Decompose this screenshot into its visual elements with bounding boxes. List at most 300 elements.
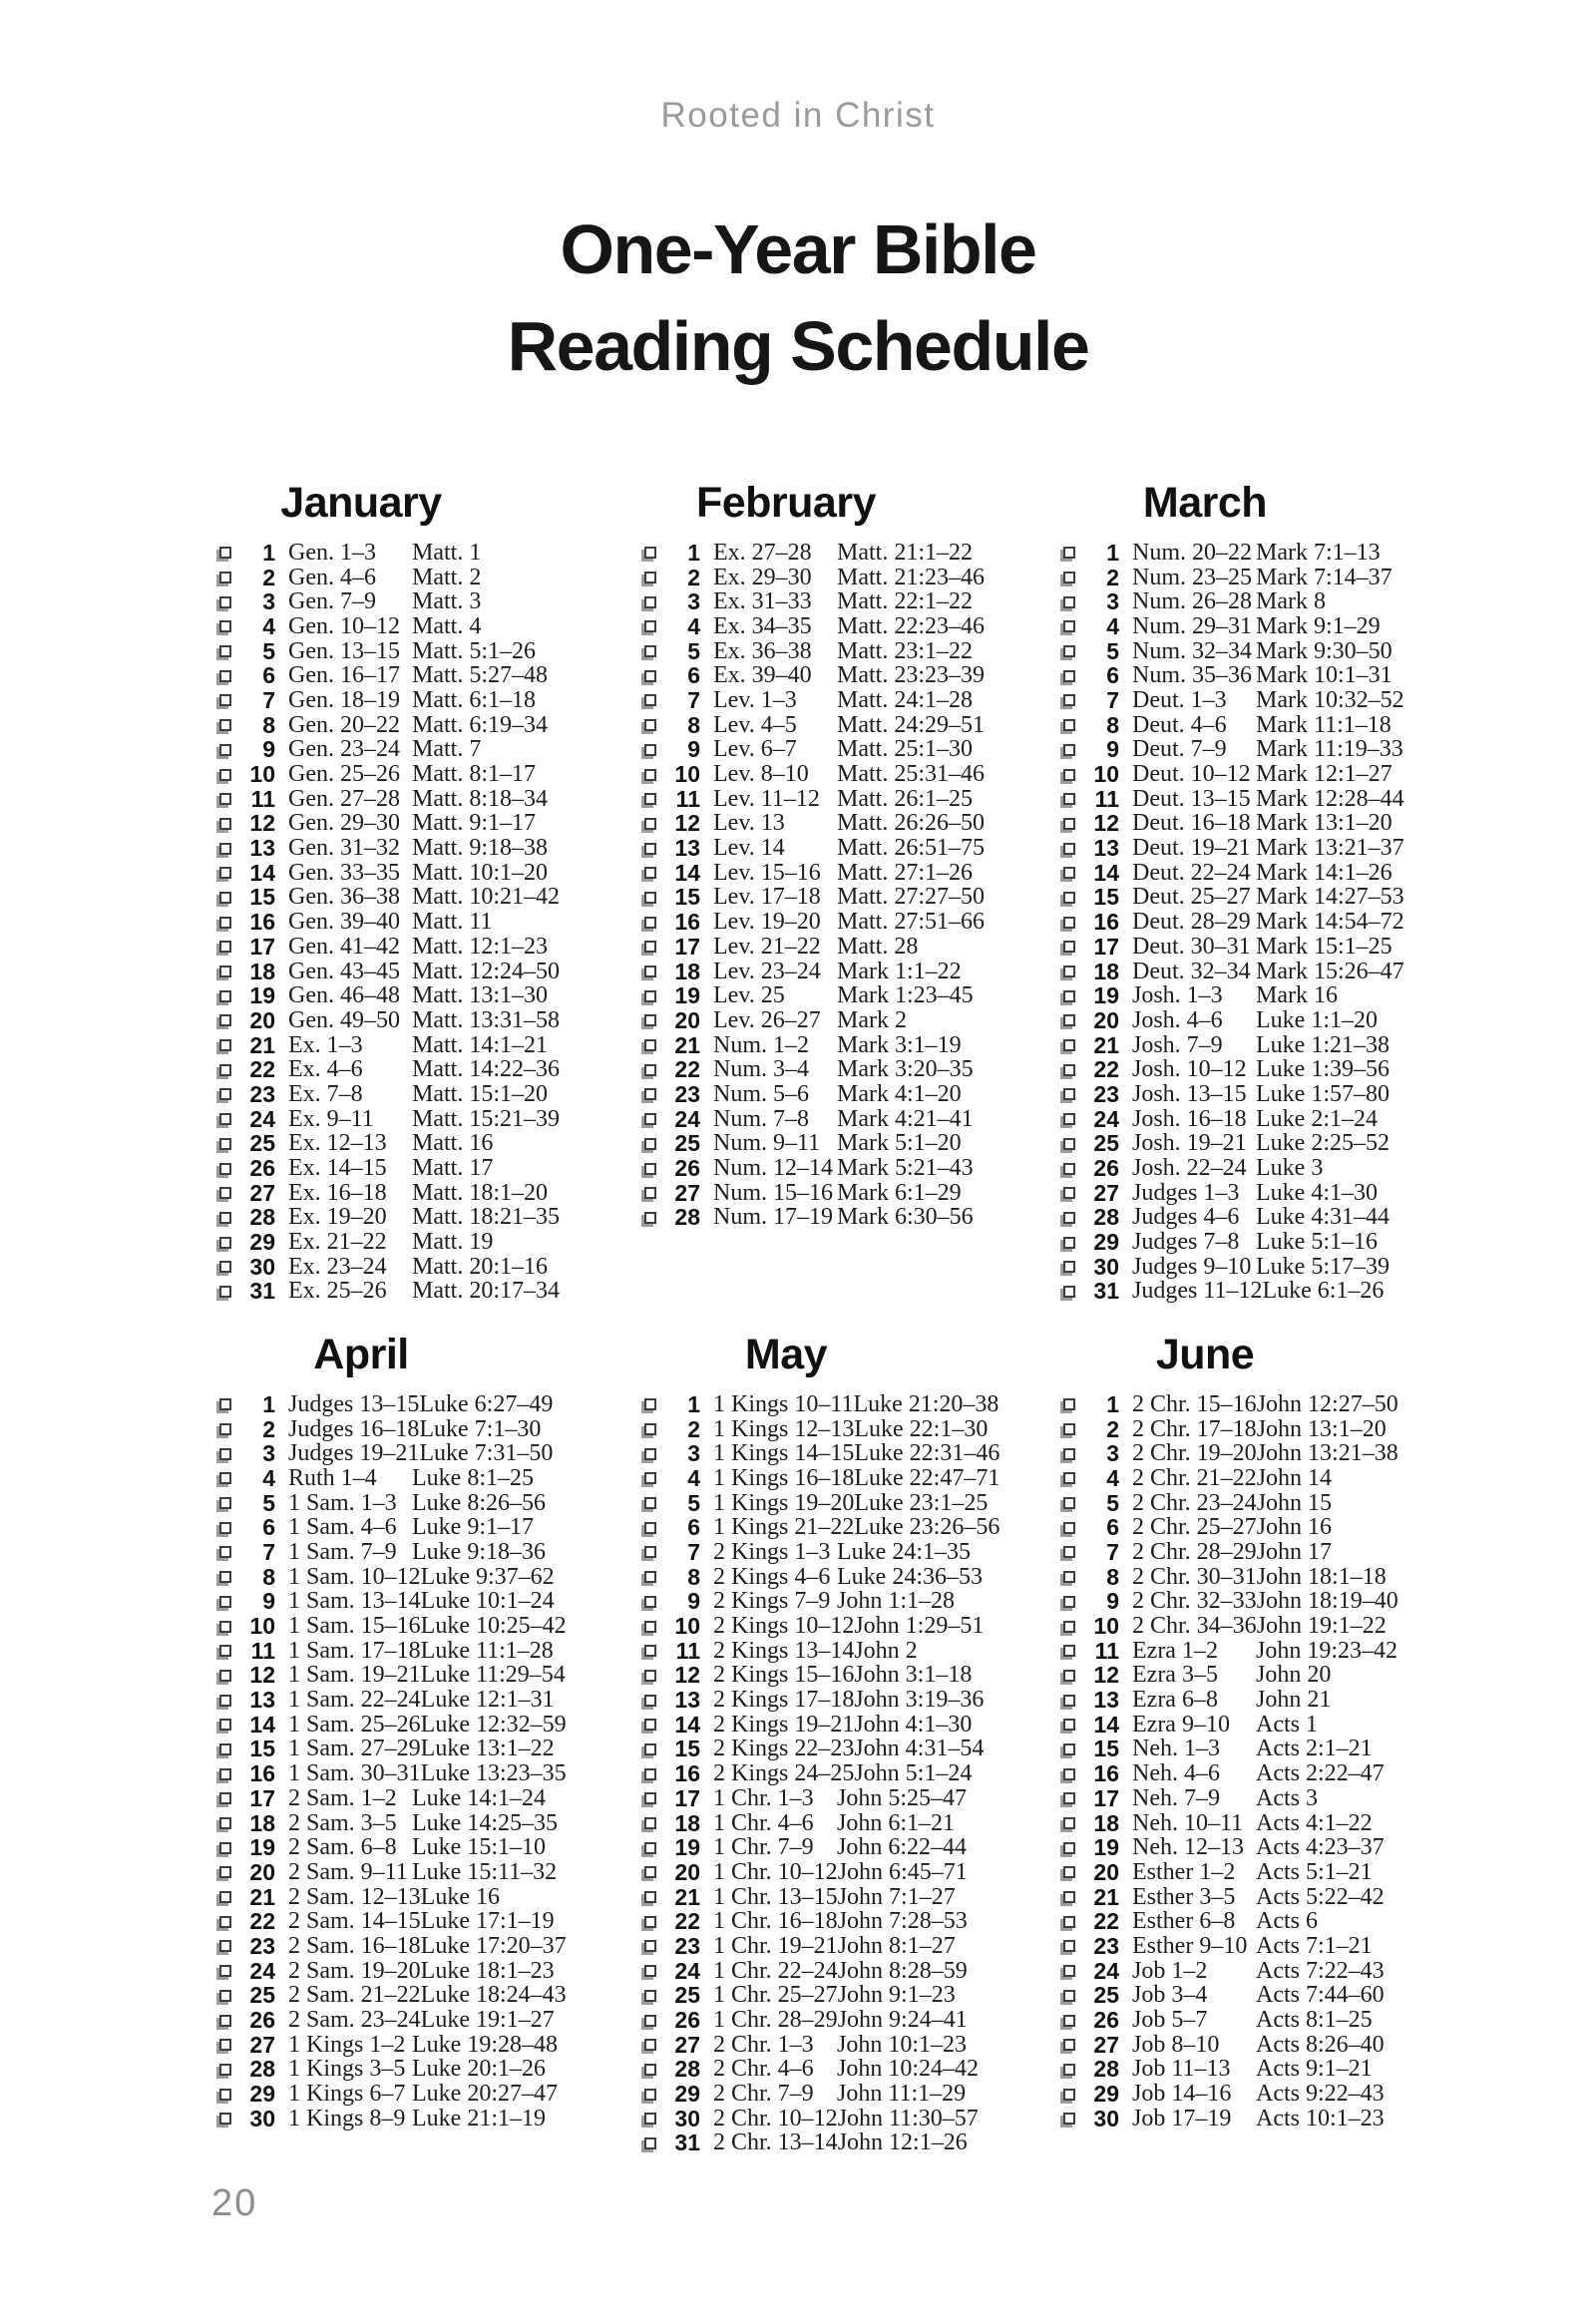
reading-ot: 1 Chr. 28–29 xyxy=(713,2007,838,2034)
reading-ot: Num. 23–25 xyxy=(1132,564,1252,590)
checkbox-icon xyxy=(219,1670,231,1682)
day-number: 19 xyxy=(1093,982,1119,1009)
checkbox-icon xyxy=(644,596,656,608)
reading-ot: Gen. 7–9 xyxy=(288,588,376,615)
checkbox-icon xyxy=(644,547,656,559)
reading-nt: Mark 12:28–44 xyxy=(1256,785,1404,812)
day-number: 28 xyxy=(674,2056,700,2083)
reading-nt: Luke 20:27–47 xyxy=(412,2081,558,2108)
reading-ot: Judges 11–12 xyxy=(1132,1278,1263,1305)
reading-ot: 1 Kings 8–9 xyxy=(288,2105,406,2131)
reading-nt: Mark 14:1–26 xyxy=(1256,859,1393,886)
checkbox-icon xyxy=(1063,670,1075,682)
day-row xyxy=(1015,736,1403,763)
day-number: 27 xyxy=(1093,1179,1119,1206)
reading-nt: Luke 24:1–35 xyxy=(837,1538,971,1565)
day-row xyxy=(597,1464,1000,1491)
day-row xyxy=(597,711,985,738)
checkbox-icon xyxy=(219,1472,231,1484)
day-row xyxy=(172,1982,567,2009)
day-number: 3 xyxy=(687,1440,700,1467)
day-number: 29 xyxy=(674,2081,700,2108)
day-number: 21 xyxy=(674,1883,700,1910)
checkbox-icon xyxy=(219,645,231,657)
reading-ot: Gen. 13–15 xyxy=(288,637,400,664)
day-number: 2 xyxy=(1106,564,1119,590)
checkbox-icon xyxy=(1063,1891,1075,1903)
day-row xyxy=(597,639,976,664)
reading-nt: John 14 xyxy=(1256,1464,1333,1491)
reading-ot: Gen. 36–38 xyxy=(288,884,400,911)
reading-ot: Num. 9–11 xyxy=(713,1130,821,1157)
day-row xyxy=(597,1181,976,1206)
checkbox-icon xyxy=(1063,1237,1075,1249)
reading-ot: Ex. 14–15 xyxy=(288,1155,387,1182)
reading-nt: Matt. 20:1–16 xyxy=(412,1253,548,1280)
reading-ot: 2 Sam. 1–2 xyxy=(288,1784,397,1811)
reading-nt: Matt. 23:23–39 xyxy=(837,662,985,689)
checkbox-icon xyxy=(219,990,231,1002)
day-row xyxy=(597,589,976,614)
day-row xyxy=(1015,812,1395,837)
day-row xyxy=(172,1540,551,1565)
reading-nt: Luke 9:1–17 xyxy=(412,1514,534,1541)
day-number: 10 xyxy=(249,1613,275,1640)
day-number: 30 xyxy=(1093,1253,1119,1280)
day-row xyxy=(172,861,551,886)
reading-ot: 2 Chr. 13–14 xyxy=(713,2129,838,2156)
checkbox-icon xyxy=(219,694,231,706)
checkbox-icon xyxy=(1063,843,1075,855)
day-number: 24 xyxy=(249,1957,275,1984)
checkbox-icon xyxy=(644,1670,656,1682)
reading-nt: Acts 7:44–60 xyxy=(1256,1982,1385,2009)
day-row xyxy=(172,1711,567,1738)
reading-ot: Ezra 9–10 xyxy=(1132,1711,1230,1738)
day-row xyxy=(597,1786,976,1811)
day-number: 8 xyxy=(262,711,275,738)
day-row xyxy=(172,836,551,861)
day-row xyxy=(1015,1688,1395,1713)
day-number: 15 xyxy=(249,1736,275,1762)
reading-ot: Josh. 19–21 xyxy=(1132,1130,1247,1157)
reading-nt: Luke 10:1–24 xyxy=(420,1588,555,1615)
day-number: 26 xyxy=(249,2007,275,2034)
reading-ot: Lev. 14 xyxy=(713,835,785,862)
reading-ot: 1 Kings 1–2 xyxy=(288,2031,406,2058)
reading-ot: Ruth 1–4 xyxy=(288,1464,377,1491)
day-row xyxy=(1015,1761,1395,1786)
checkbox-icon xyxy=(644,1423,656,1435)
reading-nt: Matt. 25:1–30 xyxy=(837,736,973,763)
day-row xyxy=(172,1563,555,1590)
day-row xyxy=(172,1786,551,1811)
day-number: 29 xyxy=(249,1229,275,1256)
reading-nt: Acts 7:22–43 xyxy=(1256,1957,1385,1984)
checkbox-icon xyxy=(644,1163,656,1175)
checkbox-icon xyxy=(1063,1621,1075,1633)
day-number: 13 xyxy=(249,1687,275,1714)
checkbox-icon xyxy=(219,941,231,953)
reading-ot: Deut. 19–21 xyxy=(1132,835,1251,862)
month-title-february: February xyxy=(695,479,876,527)
reading-ot: Josh. 10–12 xyxy=(1132,1056,1247,1083)
reading-ot: Lev. 6–7 xyxy=(713,736,797,763)
reading-nt: Luke 21:20–38 xyxy=(853,1390,999,1417)
checkbox-icon xyxy=(1063,1940,1075,1952)
day-row xyxy=(597,1514,1000,1541)
day-number: 30 xyxy=(249,1253,275,1280)
day-row xyxy=(597,1033,976,1058)
reading-ot: Esther 3–5 xyxy=(1132,1883,1236,1910)
checkbox-icon xyxy=(644,1497,656,1509)
day-row xyxy=(597,2008,976,2033)
reading-nt: Luke 15:11–32 xyxy=(412,1858,558,1885)
reading-nt: Matt. 8:1–17 xyxy=(412,761,536,788)
day-row xyxy=(1015,1156,1395,1181)
day-number: 28 xyxy=(249,2056,275,2083)
day-number: 5 xyxy=(687,1489,700,1516)
checkbox-icon xyxy=(1063,1423,1075,1435)
day-number: 23 xyxy=(674,1080,700,1107)
day-number: 25 xyxy=(249,1130,275,1157)
reading-ot: 2 Kings 24–25 xyxy=(713,1760,855,1787)
reading-ot: 2 Sam. 6–8 xyxy=(288,1834,397,1861)
day-row xyxy=(597,761,985,788)
reading-ot: Gen. 49–50 xyxy=(288,1006,400,1033)
reading-ot: Num. 7–8 xyxy=(713,1105,809,1132)
month-title-march: March xyxy=(1142,479,1268,527)
checkbox-icon xyxy=(1063,892,1075,904)
day-row xyxy=(597,1959,976,1984)
reading-nt: Matt. 6:1–18 xyxy=(412,686,536,713)
reading-ot: Ex. 1–3 xyxy=(288,1031,363,1058)
reading-nt: Matt. 21:23–46 xyxy=(837,564,985,590)
day-row xyxy=(597,1909,976,1934)
reading-ot: 1 Chr. 13–15 xyxy=(713,1883,838,1910)
reading-nt: Mark 4:1–20 xyxy=(837,1080,962,1107)
reading-ot: 1 Kings 12–13 xyxy=(713,1415,855,1442)
day-row xyxy=(1015,1390,1398,1417)
checkbox-icon xyxy=(1063,1792,1075,1804)
checkbox-icon xyxy=(219,1113,231,1125)
day-number: 26 xyxy=(674,2007,700,2034)
day-row xyxy=(1015,1515,1395,1540)
reading-nt: Luke 11:1–28 xyxy=(420,1637,554,1664)
reading-nt: John 16 xyxy=(1256,1514,1333,1541)
day-number: 1 xyxy=(262,539,275,566)
reading-nt: Acts 6 xyxy=(1256,1908,1318,1935)
day-row xyxy=(597,1440,1000,1467)
day-row xyxy=(597,1835,976,1860)
reading-nt: John 7:28–53 xyxy=(837,1908,968,1935)
day-number: 20 xyxy=(1093,1858,1119,1885)
checkbox-icon xyxy=(219,1645,231,1657)
checkbox-icon xyxy=(219,1398,231,1410)
day-row xyxy=(1015,1614,1395,1639)
checkbox-icon xyxy=(219,1212,231,1224)
day-number: 19 xyxy=(1093,1834,1119,1861)
day-row xyxy=(597,2082,976,2107)
day-row xyxy=(1015,1033,1395,1058)
reading-nt: Luke 14:1–24 xyxy=(412,1784,546,1811)
checkbox-icon xyxy=(219,744,231,756)
checkbox-icon xyxy=(644,1743,656,1755)
reading-nt: Acts 10:1–23 xyxy=(1256,2105,1385,2131)
reading-ot: 1 Kings 21–22 xyxy=(713,1514,855,1541)
reading-nt: Luke 22:1–30 xyxy=(854,1415,989,1442)
day-row xyxy=(172,958,560,984)
checkbox-icon xyxy=(219,2113,231,2125)
checkbox-icon xyxy=(1063,793,1075,805)
reading-nt: Matt. 26:51–75 xyxy=(837,835,985,862)
day-number: 25 xyxy=(1093,1982,1119,2009)
day-row xyxy=(172,1156,551,1181)
checkbox-icon xyxy=(644,1842,656,1854)
day-number: 4 xyxy=(262,1464,275,1491)
reading-ot: Lev. 25 xyxy=(713,982,785,1009)
reading-nt: Matt. 27:1–26 xyxy=(837,859,973,886)
month-title-january: January xyxy=(280,479,442,527)
checkbox-icon xyxy=(219,1423,231,1435)
day-row xyxy=(597,1206,976,1231)
month-section-january xyxy=(172,477,560,1305)
page-title-line2: Reading Schedule xyxy=(507,307,1089,385)
checkbox-icon xyxy=(219,892,231,904)
month-rows-february xyxy=(597,539,985,1231)
reading-nt: Matt. 6:19–34 xyxy=(412,711,548,738)
reading-nt: Luke 13:1–22 xyxy=(420,1736,555,1762)
reading-nt: John 19:1–22 xyxy=(1256,1613,1387,1640)
reading-nt: Mark 14:54–72 xyxy=(1256,909,1404,936)
reading-nt: Acts 5:1–21 xyxy=(1256,1858,1373,1885)
reading-nt: John 19:23–42 xyxy=(1256,1637,1398,1664)
reading-ot: Josh. 16–18 xyxy=(1132,1105,1247,1132)
reading-ot: 2 Sam. 23–24 xyxy=(288,2007,421,2034)
reading-nt: Mark 2 xyxy=(837,1006,907,1033)
day-number: 29 xyxy=(249,2081,275,2108)
day-number: 6 xyxy=(1106,1514,1119,1541)
reading-ot: 2 Kings 10–12 xyxy=(713,1613,855,1640)
day-number: 26 xyxy=(1093,2007,1119,2034)
day-row xyxy=(1015,1181,1395,1206)
checkbox-icon xyxy=(219,1138,231,1150)
reading-ot: Gen. 16–17 xyxy=(288,662,400,689)
day-number: 24 xyxy=(1093,1105,1119,1132)
reading-nt: Luke 20:1–26 xyxy=(412,2056,546,2083)
checkbox-icon xyxy=(1063,620,1075,632)
checkbox-icon xyxy=(644,1212,656,1224)
reading-nt: Luke 23:1–25 xyxy=(854,1489,989,1516)
checkbox-icon xyxy=(219,1842,231,1854)
reading-ot: Gen. 1–3 xyxy=(288,539,376,566)
day-number: 17 xyxy=(1093,1784,1119,1811)
checkbox-icon xyxy=(1063,1965,1075,1977)
reading-nt: John 6:1–21 xyxy=(837,1809,956,1836)
reading-nt: John 7:1–27 xyxy=(837,1883,956,1910)
reading-nt: Mark 7:14–37 xyxy=(1256,564,1393,590)
reading-ot: Neh. 10–11 xyxy=(1132,1809,1244,1836)
reading-ot: 1 Sam. 25–26 xyxy=(288,1711,421,1738)
day-row xyxy=(172,1662,566,1689)
day-row xyxy=(1015,541,1395,566)
checkbox-icon xyxy=(1063,1546,1075,1558)
checkbox-icon xyxy=(644,843,656,855)
day-number: 20 xyxy=(674,1858,700,1885)
reading-ot: Num. 32–34 xyxy=(1132,637,1252,664)
reading-nt: Luke 19:28–48 xyxy=(412,2031,558,2058)
reading-nt: Mark 3:1–19 xyxy=(837,1031,962,1058)
day-number: 16 xyxy=(1093,909,1119,936)
day-row xyxy=(1015,762,1395,787)
day-row xyxy=(172,1132,551,1157)
checkbox-icon xyxy=(1063,645,1075,657)
day-number: 23 xyxy=(1093,1932,1119,1959)
reading-nt: Matt. 15:1–20 xyxy=(412,1080,548,1107)
day-row xyxy=(597,1984,976,2009)
day-number: 5 xyxy=(687,637,700,664)
day-row xyxy=(172,566,551,590)
reading-nt: Mark 8 xyxy=(1256,588,1326,615)
checkbox-icon xyxy=(644,1719,656,1731)
day-row xyxy=(597,612,985,639)
day-row xyxy=(597,1639,976,1664)
day-number: 24 xyxy=(249,1105,275,1132)
reading-nt: Luke 6:1–26 xyxy=(1262,1278,1385,1305)
day-number: 7 xyxy=(262,1538,275,1565)
reading-ot: 2 Sam. 19–20 xyxy=(288,1957,421,1984)
reading-ot: Esther 6–8 xyxy=(1132,1908,1236,1935)
day-number: 5 xyxy=(262,1489,275,1516)
reading-ot: 2 Kings 22–23 xyxy=(713,1736,855,1762)
day-row xyxy=(172,1440,554,1467)
day-number: 23 xyxy=(249,1080,275,1107)
reading-ot: 2 Kings 15–16 xyxy=(713,1662,855,1689)
reading-ot: 2 Kings 17–18 xyxy=(713,1687,855,1714)
day-row xyxy=(172,1390,554,1417)
day-row xyxy=(172,935,551,960)
reading-nt: Matt. 25:31–46 xyxy=(837,761,985,788)
checkbox-icon xyxy=(219,917,231,929)
checkbox-icon xyxy=(644,620,656,632)
checkbox-icon xyxy=(644,769,656,781)
day-number: 19 xyxy=(674,1834,700,1861)
day-number: 3 xyxy=(1106,1440,1119,1467)
day-row xyxy=(172,1491,551,1516)
reading-ot: Gen. 4–6 xyxy=(288,564,376,590)
month-section-may xyxy=(597,1329,1000,2156)
checkbox-icon xyxy=(1063,990,1075,1002)
checkbox-icon xyxy=(1063,1522,1075,1534)
reading-ot: Ex. 21–22 xyxy=(288,1229,387,1256)
checkbox-icon xyxy=(219,818,231,830)
reading-ot: Gen. 39–40 xyxy=(288,909,400,936)
reading-nt: Luke 9:37–62 xyxy=(420,1563,555,1590)
reading-ot: Job 1–2 xyxy=(1132,1957,1208,1984)
reading-nt: Luke 16 xyxy=(420,1883,500,1910)
checkbox-icon xyxy=(1063,719,1075,731)
reading-ot: 2 Chr. 30–31 xyxy=(1132,1563,1257,1590)
checkbox-icon xyxy=(219,867,231,879)
reading-nt: Luke 1:39–56 xyxy=(1256,1056,1390,1083)
reading-ot: Gen. 43–45 xyxy=(288,958,400,984)
checkbox-icon xyxy=(219,1497,231,1509)
checkbox-icon xyxy=(1063,966,1075,977)
day-row xyxy=(172,1760,567,1787)
reading-ot: Lev. 21–22 xyxy=(713,933,821,960)
day-row xyxy=(1015,2058,1395,2083)
reading-ot: Deut. 25–27 xyxy=(1132,884,1251,911)
checkbox-icon xyxy=(644,1088,656,1100)
reading-nt: Luke 8:1–25 xyxy=(412,1464,534,1491)
checkbox-icon xyxy=(219,1088,231,1100)
day-number: 1 xyxy=(1106,539,1119,566)
reading-nt: Luke 12:32–59 xyxy=(420,1711,567,1738)
reading-nt: Luke 22:31–46 xyxy=(854,1440,1000,1467)
checkbox-icon xyxy=(644,1695,656,1707)
checkbox-icon xyxy=(644,1522,656,1534)
reading-nt: Mark 7:1–13 xyxy=(1256,539,1381,566)
reading-nt: John 18:1–18 xyxy=(1256,1563,1387,1590)
month-section-march xyxy=(1015,477,1404,1305)
day-number: 11 xyxy=(1094,785,1119,812)
reading-ot: Gen. 29–30 xyxy=(288,810,400,837)
reading-ot: 1 Sam. 4–6 xyxy=(288,1514,397,1541)
day-row xyxy=(1015,614,1395,639)
checkbox-icon xyxy=(644,1472,656,1484)
day-number: 18 xyxy=(249,958,275,984)
checkbox-icon xyxy=(644,1990,656,2002)
day-number: 21 xyxy=(1093,1883,1119,1910)
checkbox-icon xyxy=(219,1940,231,1952)
checkbox-icon xyxy=(219,1261,231,1273)
reading-ot: 1 Chr. 22–24 xyxy=(713,1957,838,1984)
day-number: 31 xyxy=(674,2129,700,2156)
checkbox-icon xyxy=(1063,1088,1075,1100)
day-row xyxy=(597,835,985,862)
reading-nt: Matt. 26:1–25 xyxy=(837,785,973,812)
reading-nt: John 20 xyxy=(1256,1662,1332,1689)
day-number: 2 xyxy=(687,1415,700,1442)
checkbox-icon xyxy=(219,2015,231,2027)
reading-ot: Lev. 4–5 xyxy=(713,711,797,738)
checkbox-icon xyxy=(1063,769,1075,781)
day-row xyxy=(597,1107,976,1132)
reading-ot: 2 Chr. 15–16 xyxy=(1132,1390,1257,1417)
day-number: 9 xyxy=(1106,1588,1119,1615)
day-row xyxy=(172,1613,567,1640)
day-number: 17 xyxy=(249,1784,275,1811)
day-number: 12 xyxy=(1093,1662,1119,1689)
reading-ot: 1 Sam. 1–3 xyxy=(288,1489,397,1516)
checkbox-icon xyxy=(219,620,231,632)
day-number: 8 xyxy=(687,1563,700,1590)
page-number: 20 xyxy=(211,2182,258,2224)
day-number: 4 xyxy=(687,612,700,639)
day-row xyxy=(172,1835,551,1860)
reading-nt: John 17 xyxy=(1256,1538,1333,1565)
reading-nt: Luke 5:17–39 xyxy=(1256,1253,1390,1280)
reading-nt: John 12:27–50 xyxy=(1256,1390,1398,1417)
reading-nt: John 10:24–42 xyxy=(837,2056,980,2083)
reading-nt: Matt. 5:27–48 xyxy=(412,662,548,689)
checkbox-icon xyxy=(1063,917,1075,929)
reading-ot: 1 Kings 10–11 xyxy=(713,1390,854,1417)
checkbox-icon xyxy=(1063,941,1075,953)
day-row xyxy=(597,564,985,590)
day-number: 2 xyxy=(262,564,275,590)
checkbox-icon xyxy=(219,2039,231,2051)
